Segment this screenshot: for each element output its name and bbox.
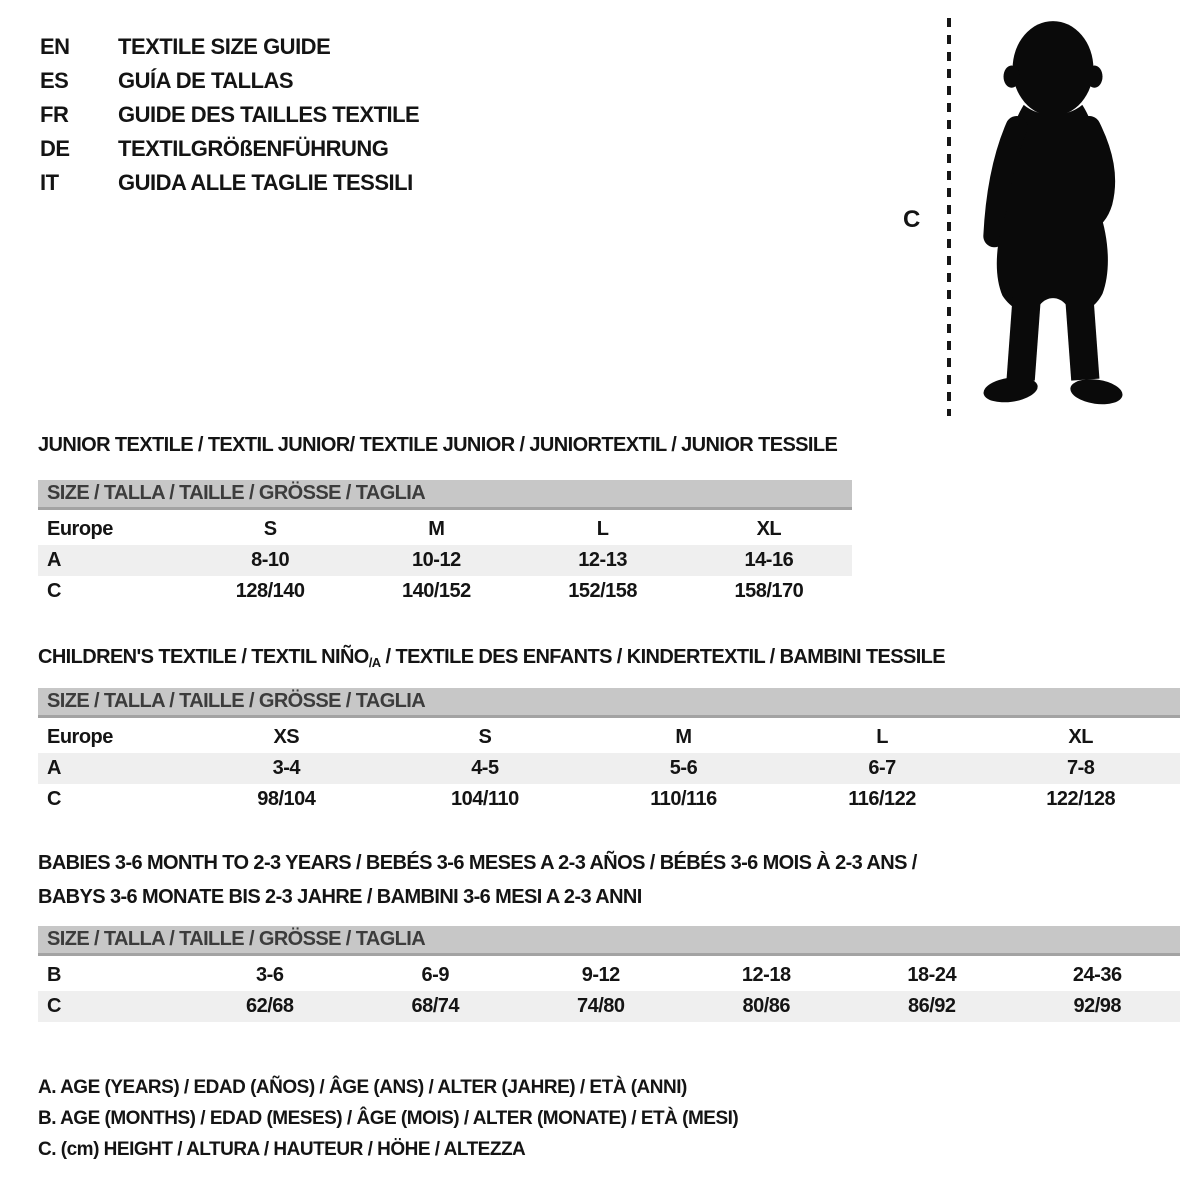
age-cell: 6-9 <box>421 964 449 986</box>
age-cell: 18-24 <box>907 964 957 986</box>
row-label: Europe <box>47 726 113 748</box>
row-label: B <box>47 964 61 986</box>
guide-title-de: TEXTILGRÖßENFÜHRUNG <box>118 136 389 161</box>
children-size-table <box>38 688 1180 815</box>
section-title-babies-line1: BABIES 3-6 MONTH TO 2-3 YEARS / BEBÉS 3-6 MESES A 2-3 AÑOS / BÉBÉS 3-6 MOIS À 2-3 ANS / <box>38 852 917 874</box>
height-cell: 86/92 <box>907 995 956 1017</box>
height-cell: 92/98 <box>1073 995 1122 1017</box>
legend-age-years: A. AGE (YEARS) / EDAD (AÑOS) / ÂGE (ANS) / ALTER (JAHRE) / ETÀ (ANNI) <box>38 1076 687 1098</box>
table-row-height-cm <box>38 991 1180 1022</box>
language-code: ES <box>40 68 69 93</box>
language-row-es <box>40 64 419 98</box>
age-cell: 5-6 <box>669 757 698 779</box>
language-code: IT <box>40 170 59 195</box>
table-row-height-cm <box>38 784 1180 815</box>
size-cell: M <box>428 518 445 540</box>
age-cell: 12-18 <box>741 964 791 986</box>
size-cell: S <box>478 726 492 748</box>
size-cell: XL <box>1068 726 1093 748</box>
age-cell: 4-5 <box>471 757 499 779</box>
babies-size-table <box>38 926 1180 1022</box>
section-title-junior: JUNIOR TEXTILE / TEXTIL JUNIOR/ TEXTILE JUNIOR / JUNIORTEXTIL / JUNIOR TESSILE <box>38 434 838 456</box>
table-row-age-years <box>38 753 1180 784</box>
row-label: A <box>47 757 61 779</box>
size-cell: XS <box>273 726 300 748</box>
size-cell: XL <box>756 518 782 540</box>
language-code: DE <box>40 136 70 161</box>
age-cell: 9-12 <box>581 964 620 986</box>
language-title-list <box>40 30 419 200</box>
guide-title-it: GUIDA ALLE TAGLIE TESSILI <box>118 170 413 195</box>
table-row-height-cm <box>38 576 852 607</box>
height-cell: 74/80 <box>576 995 625 1017</box>
age-cell: 10-12 <box>412 549 461 571</box>
toddler-silhouette-icon <box>966 14 1138 418</box>
guide-title-en: TEXTILE SIZE GUIDE <box>118 34 331 59</box>
size-header-bar: SIZE / TALLA / TAILLE / GRÖSSE / TAGLIA <box>38 688 1180 718</box>
language-code: FR <box>40 102 69 127</box>
size-header-bar: SIZE / TALLA / TAILLE / GRÖSSE / TAGLIA <box>38 480 852 510</box>
junior-size-table <box>38 480 852 607</box>
row-label: A <box>47 549 61 571</box>
section-title-children <box>38 640 945 680</box>
language-code: EN <box>40 34 70 59</box>
legend-height-cm: C. (cm) HEIGHT / ALTURA / HAUTEUR / HÖHE / ALTEZZA <box>38 1138 526 1160</box>
table-row-age-years <box>38 545 852 576</box>
age-cell: 3-4 <box>272 757 300 779</box>
height-cell: 110/116 <box>650 788 717 810</box>
section-title-children-sub: /A <box>368 655 381 670</box>
age-cell: 6-7 <box>868 757 896 779</box>
height-measure-label: C <box>903 206 921 233</box>
age-cell: 8-10 <box>251 549 290 571</box>
row-label: C <box>47 788 61 810</box>
table-row-europe <box>38 722 1180 753</box>
age-cell: 7-8 <box>1066 757 1095 779</box>
age-cell: 3-6 <box>256 964 284 986</box>
size-header-bar: SIZE / TALLA / TAILLE / GRÖSSE / TAGLIA <box>38 926 1180 956</box>
height-cell: 116/122 <box>848 788 916 810</box>
measure-legend <box>38 1072 738 1165</box>
size-cell: L <box>596 518 609 540</box>
language-row-de <box>40 132 419 166</box>
height-cell: 140/152 <box>401 580 471 602</box>
age-cell: 12-13 <box>578 549 627 571</box>
section-title-babies <box>38 846 917 914</box>
table-row-age-months <box>38 960 1180 991</box>
height-cell: 152/158 <box>568 580 638 602</box>
legend-age-months: B. AGE (MONTHS) / EDAD (MESES) / ÂGE (MOIS) / ALTER (MONATE) / ETÀ (MESI) <box>38 1107 739 1129</box>
section-title-children-pre: CHILDREN'S TEXTILE / TEXTIL NIÑO <box>38 646 369 668</box>
size-cell: S <box>263 518 277 540</box>
height-cell: 98/104 <box>257 788 316 810</box>
language-row-en <box>40 30 419 64</box>
guide-title-es: GUÍA DE TALLAS <box>118 68 294 93</box>
language-row-it <box>40 166 419 200</box>
height-cell: 62/68 <box>245 995 294 1017</box>
section-title-babies-line2: BABYS 3-6 MONATE BIS 2-3 JAHRE / BAMBINI 3-6 MESI A 2-3 ANNI <box>38 886 642 908</box>
language-row-fr <box>40 98 419 132</box>
row-label: C <box>47 995 61 1017</box>
height-measure-dashed-line <box>947 18 951 416</box>
guide-title-fr: GUIDE DES TAILLES TEXTILE <box>118 102 420 127</box>
height-cell: 128/140 <box>235 580 305 602</box>
height-cell: 122/128 <box>1046 788 1116 810</box>
height-cell: 68/74 <box>411 995 460 1017</box>
height-cell: 158/170 <box>734 580 804 602</box>
age-cell: 24-36 <box>1072 964 1122 986</box>
height-cell: 104/110 <box>451 788 519 810</box>
section-title-children-post: / TEXTILE DES ENFANTS / KINDERTEXTIL / BAMBINI TESSILE <box>380 646 946 668</box>
height-cell: 80/86 <box>742 995 791 1017</box>
row-label: Europe <box>47 518 113 540</box>
size-cell: M <box>675 726 692 748</box>
row-label: C <box>47 580 61 602</box>
age-cell: 14-16 <box>744 549 794 571</box>
table-row-europe <box>38 514 852 545</box>
size-cell: L <box>876 726 888 748</box>
